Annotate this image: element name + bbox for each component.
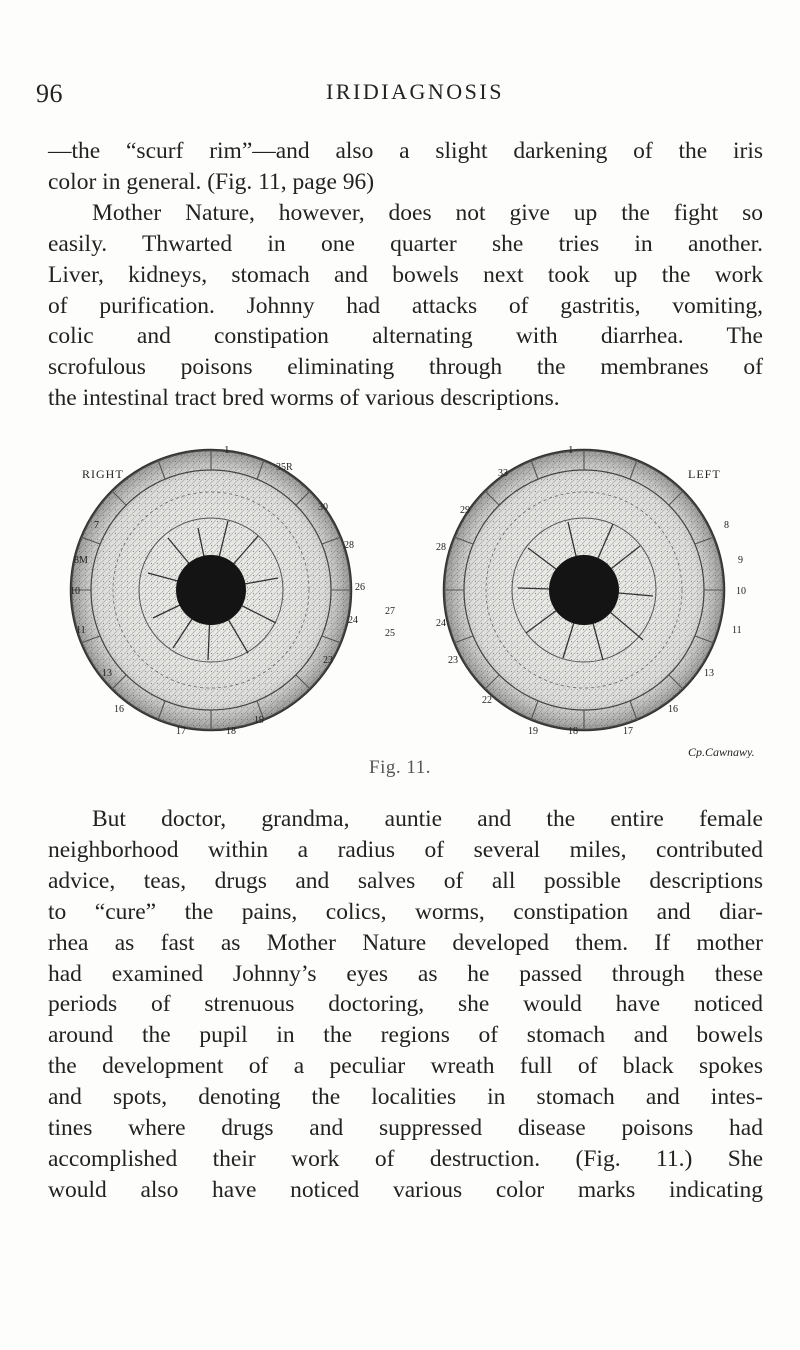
right-zone-label: 35R [276, 462, 293, 473]
right-zone-label: 17 [176, 726, 186, 737]
right-zone-label: 13 [102, 668, 112, 679]
text-line: had examined Johnny’s eyes as he passed through these [48, 960, 763, 987]
right-zone-label: 27 [385, 606, 395, 617]
right-zone-label: 24 [348, 615, 358, 626]
right-zone-label: 16 [114, 704, 124, 715]
left-zone-label: 33 [498, 468, 508, 479]
right-zone-label: 28 [344, 540, 354, 551]
right-eye-label: RIGHT [82, 467, 124, 481]
running-title: IRIDIAGNOSIS [326, 79, 504, 104]
text-line: But doctor, grandma, auntie and the entire female [92, 806, 763, 832]
right-zone-label: 25 [385, 628, 395, 639]
left-eye-label: LEFT [688, 467, 721, 481]
left-zone-label: 8 [724, 520, 729, 531]
left-zone-label: 22 [482, 695, 492, 706]
left-zone-label: 17 [623, 726, 633, 737]
paragraph-2 [48, 804, 763, 1206]
text-line: tines where drugs and suppressed disease poisons had [48, 1115, 763, 1142]
text-line: rhea as fast as Mother Nature developed them. If mother [48, 929, 763, 956]
text-line: —the “scurf rim”—and also a slight darkening of the iris [48, 138, 763, 164]
figure-caption: Fig. 11. [369, 757, 431, 778]
left-zone-label: 24 [436, 618, 446, 629]
left-zone-label: 9 [738, 555, 743, 566]
right-zone-label: 26 [355, 582, 365, 593]
paragraph-1 [48, 136, 763, 414]
text-line: periods of strenuous doctoring, she would have noticed [48, 991, 763, 1018]
iris-chart-illustration [48, 418, 763, 758]
text-line: scrofulous poisons eliminating through the membranes of [48, 354, 763, 381]
right-zone-label: 30 [318, 502, 328, 513]
left-zone-label: 11 [732, 625, 742, 636]
right-zone-label: 10 [70, 586, 80, 597]
right-zone-label: 1 [224, 444, 230, 456]
text-line: the development of a peculiar wreath full of black spokes [48, 1053, 763, 1080]
left-zone-label: 1 [568, 444, 574, 456]
right-zone-label: 11 [76, 625, 86, 636]
right-iris-diagram [70, 444, 365, 737]
text-line: the intestinal tract bred worms of various descriptions. [48, 385, 560, 412]
text-line: easily. Thwarted in one quarter she tries in another. [48, 230, 763, 257]
left-zone-label: 16 [668, 704, 678, 715]
left-zone-label: 13 [704, 668, 714, 679]
artist-signature: Cp.Cawnawy. [688, 745, 755, 758]
right-zone-label: 23 [323, 655, 333, 666]
right-zone-label: 8M [74, 555, 88, 566]
left-zone-label: 19 [528, 726, 538, 737]
text-line: and spots, denoting the localities in stomach and intes- [48, 1084, 763, 1111]
left-iris-diagram [436, 444, 746, 737]
text-line: Liver, kidneys, stomach and bowels next took up the work [48, 261, 763, 288]
right-zone-label: 19 [254, 715, 264, 726]
left-zone-label: 28 [436, 542, 446, 553]
left-zone-label: 29 [460, 505, 470, 516]
text-line: of purification. Johnny had attacks of gastritis, vomiting, [48, 292, 763, 319]
iris-chart-figure [48, 418, 763, 778]
text-line: Mother Nature, however, does not give up the fight so [92, 199, 763, 226]
right-zone-label: 7 [94, 520, 99, 531]
left-zone-label: 18 [568, 726, 578, 737]
text-line: neighborhood within a radius of several miles, contributed [48, 836, 763, 863]
left-zone-label: 10 [736, 586, 746, 597]
text-line: colic and constipation alternating with diarrhea. The [48, 323, 763, 350]
page-number: 96 [36, 79, 63, 108]
text-line: would also have noticed various color marks indicating [48, 1176, 763, 1203]
text-line: advice, teas, drugs and salves of all possible descriptions [48, 867, 763, 894]
left-zone-label: 23 [448, 655, 458, 666]
text-line: color in general. (Fig. 11, page 96) [48, 168, 375, 195]
right-zone-label: 18 [226, 726, 236, 737]
text-line: to “cure” the pains, colics, worms, constipation and diar- [48, 898, 763, 925]
text-line: accomplished their work of destruction. (Fig. 11.) She [48, 1145, 763, 1172]
text-line: around the pupil in the regions of stomach and bowels [48, 1022, 763, 1049]
